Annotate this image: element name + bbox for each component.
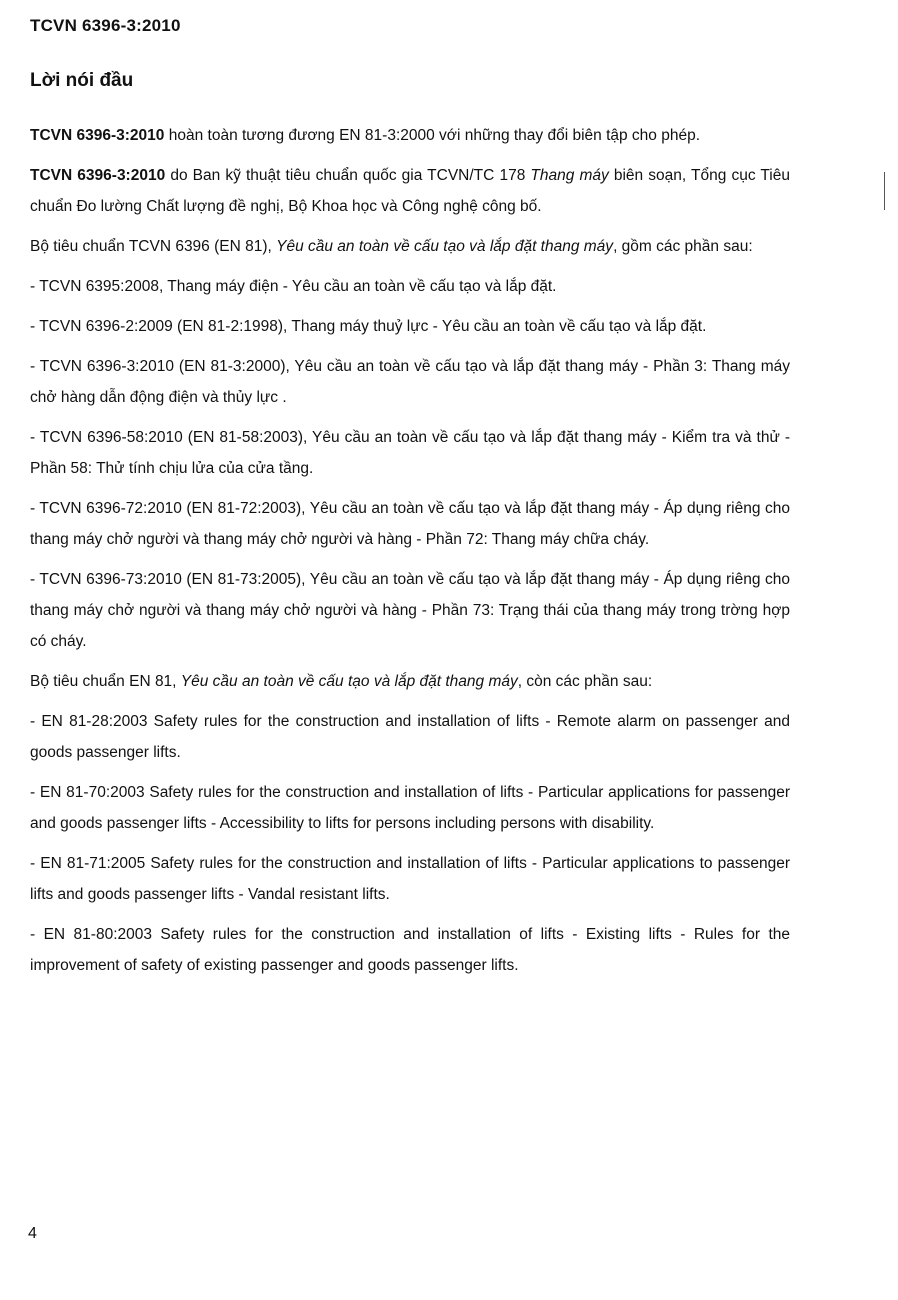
paragraph-text: hoàn toàn tương đương EN 81-3:2000 với những thay đổi biên tập cho phép. [164, 127, 701, 144]
series-title: Yêu cầu an toàn về cấu tạo và lắp đặt thang máy [180, 673, 518, 690]
page-number: 4 [28, 1225, 37, 1242]
list-item-tcvn: - TCVN 6396-73:2010 (EN 81-73:2005), Yêu cầu an toàn về cấu tạo và lắp đặt thang máy - Áp dụng riêng cho thang máy chở người và thang máy chở người và hàng - Phần 73: Trạng thái của thang máy trong trờng hợp có cháy. [30, 571, 790, 650]
paragraph-authorship [30, 160, 790, 222]
standard-code-lead: TCVN 6396-3:2010 [30, 127, 165, 144]
list-item-en: - EN 81-80:2003 Safety rules for the construction and installation of lifts - Existing lifts - Rules for the improvement of safety of existing passenger and goods passenger lifts. [30, 926, 790, 974]
standard-code-lead: TCVN 6396-3:2010 [30, 167, 166, 184]
paragraph-text: biên soạn, Tổng cục Tiêu chuẩn Đo lường Chất lượng đề nghị, Bộ Khoa học và Công nghệ công bố. [30, 167, 790, 215]
paragraph-equivalence [30, 120, 790, 151]
list-item-tcvn: - TCVN 6396-2:2009 (EN 81-2:1998), Thang máy thuỷ lực - Yêu cầu an toàn về cấu tạo và lắp đặt. [30, 318, 707, 335]
paragraph-text: Bộ tiêu chuẩn TCVN 6396 (EN 81), [30, 238, 277, 255]
list-item-tcvn: - TCVN 6395:2008, Thang máy điện - Yêu cầu an toàn về cấu tạo và lắp đặt. [30, 278, 557, 295]
list-item-en: - EN 81-28:2003 Safety rules for the construction and installation of lifts - Remote alarm on passenger and goods passenger lifts. [30, 713, 790, 761]
list-item-tcvn: - TCVN 6396-3:2010 (EN 81-3:2000), Yêu cầu an toàn về cấu tạo và lắp đặt thang máy - Phần 3: Thang máy chở hàng dẫn động điện và thủy lực . [30, 358, 790, 406]
paragraph-text: , gồm các phần sau: [613, 238, 753, 255]
standard-code-header: TCVN 6396-3:2010 [30, 16, 181, 35]
list-item-tcvn: - TCVN 6396-58:2010 (EN 81-58:2003), Yêu cầu an toàn về cấu tạo và lắp đặt thang máy - Kiểm tra và thử - Phần 58: Thử tính chịu lửa của cửa tầng. [30, 429, 790, 477]
list-item-tcvn: - TCVN 6396-72:2010 (EN 81-72:2003), Yêu cầu an toàn về cấu tạo và lắp đặt thang máy - Áp dụng riêng cho thang máy chở người và thang máy chở người và hàng - Phần 72: Thang máy chữa cháy. [30, 500, 790, 548]
list-item-en: - EN 81-70:2003 Safety rules for the construction and installation of lifts - Particular applications for passenger and goods passenger lifts - Accessibility to lifts for persons including persons with disability. [30, 784, 790, 832]
page-title: Lời nói đầu [30, 70, 134, 91]
list-item-en: - EN 81-71:2005 Safety rules for the construction and installation of lifts - Particular applications to passenger lifts and goods passenger lifts - Vandal resistant lifts. [30, 855, 790, 903]
paragraph-text: Bộ tiêu chuẩn EN 81, [30, 673, 181, 690]
paragraph-en-series-intro [30, 666, 790, 697]
foreword-body [30, 120, 790, 990]
committee-name: Thang máy [530, 167, 609, 184]
paragraph-tcvn-series-intro [30, 231, 790, 262]
paragraph-text: , còn các phần sau: [517, 673, 653, 690]
paragraph-text: do Ban kỹ thuật tiêu chuẩn quốc gia TCVN/TC 178 [165, 167, 531, 184]
series-title: Yêu cầu an toàn về cấu tạo và lắp đặt thang máy [276, 238, 614, 255]
scan-margin-mark [884, 172, 887, 210]
